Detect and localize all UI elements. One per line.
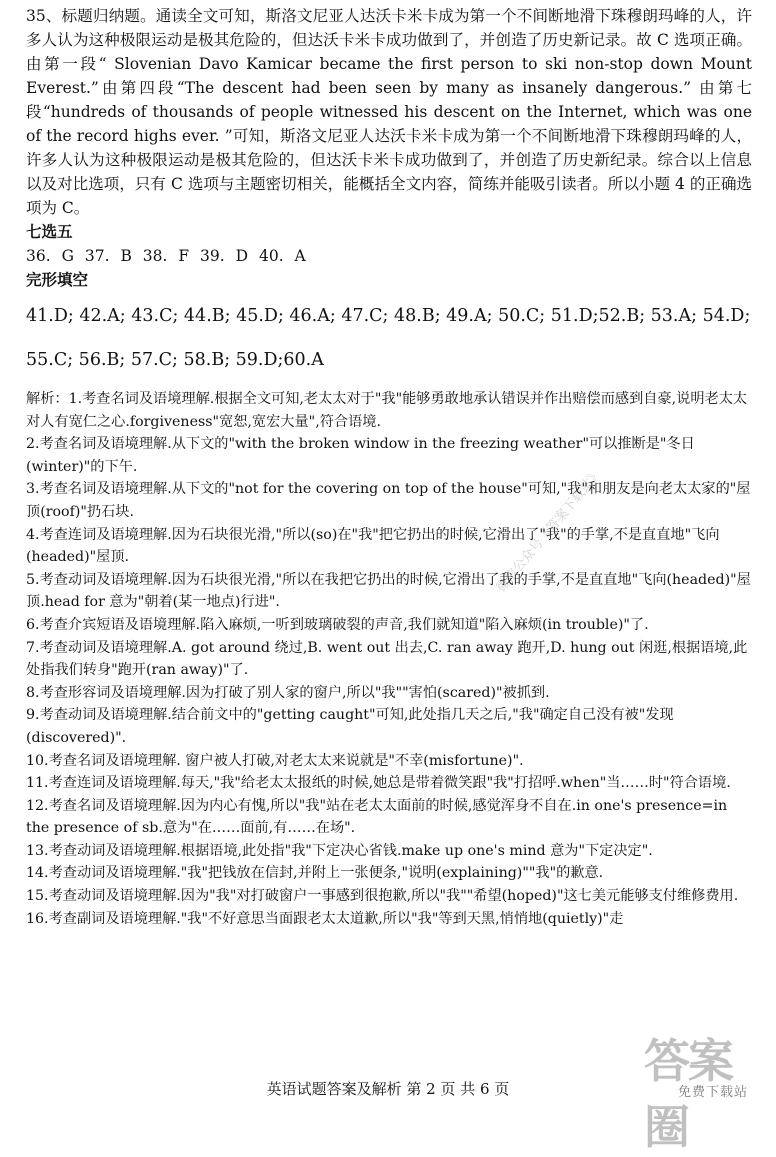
cloze-explanations	[26, 388, 752, 930]
answer-sheet-page	[26, 0, 752, 930]
explanation-item: 10.考查名词及语境理解. 窗户被人打破,对老太太来说就是"不幸(misfortune)".	[26, 752, 524, 769]
seven-choose-five-answers: 36. G 37. B 38. F 39. D 40. A	[26, 247, 306, 265]
logo-sub-text: 免费下载站	[678, 1085, 749, 1100]
explanation-item: 14.考查动词及语境理解."我"把钱放在信封,并附上一张便条,"说明(explaining)""我"的歉意.	[26, 865, 604, 882]
explanation-item: 16.考查副词及语境理解."我"不好意思当面跟老太太道歉,所以"我"等到天黑,悄悄地(quietly)"走	[26, 910, 624, 927]
explanation-item: 12.考查名词及语境理解.因为内心有愧,所以"我"站在老太太面前的时候,感觉浑身不自在.in one's presence=in the presence of sb.意为"在……面前,有……在场".	[26, 797, 728, 837]
cloze-answers-line-2: 55.C; 56.B; 57.C; 58.B; 59.D;60.A	[26, 350, 324, 370]
section-heading-seven-choose-five: 七选五	[26, 222, 73, 241]
explanation-item: 7.考查动词及语境理解.A. got around 绕过,B. went out 出去,C. ran away 跑开,D. hung out 闲逛,根据语境,此处指我们转身"跑开(ran away)"了.	[26, 639, 748, 679]
explanation-item: 4.考查连词及语境理解.因为石块很光滑,"所以(so)在"我"把它扔出的时候,它滑出了"我"的手掌,不是直直地"飞向(headed)"屋顶.	[26, 526, 720, 566]
explanation-item: 2.考查名词及语境理解.从下文的"with the broken window in the freezing weather"可以推断是"冬日(winter)"的下午.	[26, 436, 695, 475]
diagonal-watermark: 微信公众号《答案下载站》	[493, 466, 606, 596]
question-35-explanation: 35、标题归纳题。通读全文可知，斯洛文尼亚人达沃卡米卡成为第一个不间断地滑下珠穆朗玛峰的人，许多人认为这种极限运动是极其危险的，但达沃卡米卡成功做到了，并创造了历史新记录。故 C 选项正确。由第一段“ Slovenian Davo Kamicar became the first person to ski non-stop down Mount Everest.”由第四段“The descent had been seen by many as insanely dangerous.” 由第七段“hundreds of thousands of people witnessed his descent on the Internet, which was one of the record highs ever. ”可知，斯洛文尼亚人达沃卡米卡成为第一个不间断地滑下珠穆朗玛峰的人，许多人认为这种极限运动是极其危险的，但达沃卡米卡成功做到了，并创造了历史新纪录。综合以上信息以及对比选项，只有 C 选项与主题密切相关，能概括全文内容，简练并能吸引读者。所以小题 4 的正确选项为 C。	[26, 7, 752, 217]
section-heading-cloze: 完形填空	[26, 270, 89, 289]
explanation-item: 3.考查名词及语境理解.从下文的"not for the covering on top of the house"可知,"我"和朋友是向老太太家的"屋顶(roof)"扔石块.	[26, 481, 751, 520]
explanation-item: 13.考查动词及语境理解.根据语境,此处指"我"下定决心省钱.make up one's mind 意为"下定决定".	[26, 842, 653, 859]
explanation-item: 11.考查连词及语境理解.每天,"我"给老太太报纸的时候,她总是带着微笑跟"我"打招呼.when"当……时"符合语境.	[26, 775, 731, 792]
explanation-item: 9.考查动词及语境理解.结合前文中的"getting caught"可知,此处指几天之后,"我"确定自己没有被"发现(discovered)".	[26, 707, 674, 746]
explanation-item: 6.考查介宾短语及语境理解.陷入麻烦,一听到玻璃破裂的声音,我们就知道"陷入麻烦(in trouble)"了.	[26, 616, 649, 633]
explanation-item: 5.考查动词及语境理解.因为石块很光滑,"所以在我把它扔出的时候,它滑出了我的手掌,不是直直地"飞向(headed)"屋顶.head for 意为"朝着(某一地点)行进".	[26, 571, 751, 611]
explanation-item: 15.考查动词及语境理解.因为"我"对打破窗户一事感到很抱歉,所以"我""希望(hoped)"这七美元能够支付维修费用.	[26, 888, 739, 905]
explanation-item: 解析：1.考查名词及语境理解.根据全文可知,老太太对于"我"能够勇敢地承认错误并作出赔偿而感到自豪,说明老太太对人有宽仁之心.forgiveness"宽恕,宽宏大量",符合语境.	[26, 391, 748, 430]
logo-main-text: 答案圈	[644, 1034, 732, 1154]
cloze-answers-line-1: 41.D; 42.A; 43.C; 44.B; 45.D; 46.A; 47.C; 48.B; 49.A; 50.C; 51.D;52.B; 53.A; 54.D;	[26, 306, 751, 326]
site-logo-watermark	[636, 1021, 772, 1154]
page-footer: 英语试题答案及解析 第 2 页 共 6 页	[266, 1080, 510, 1098]
explanation-item: 8.考查形容词及语境理解.因为打破了别人家的窗户,所以"我""害怕(scared)"被抓到.	[26, 684, 550, 701]
